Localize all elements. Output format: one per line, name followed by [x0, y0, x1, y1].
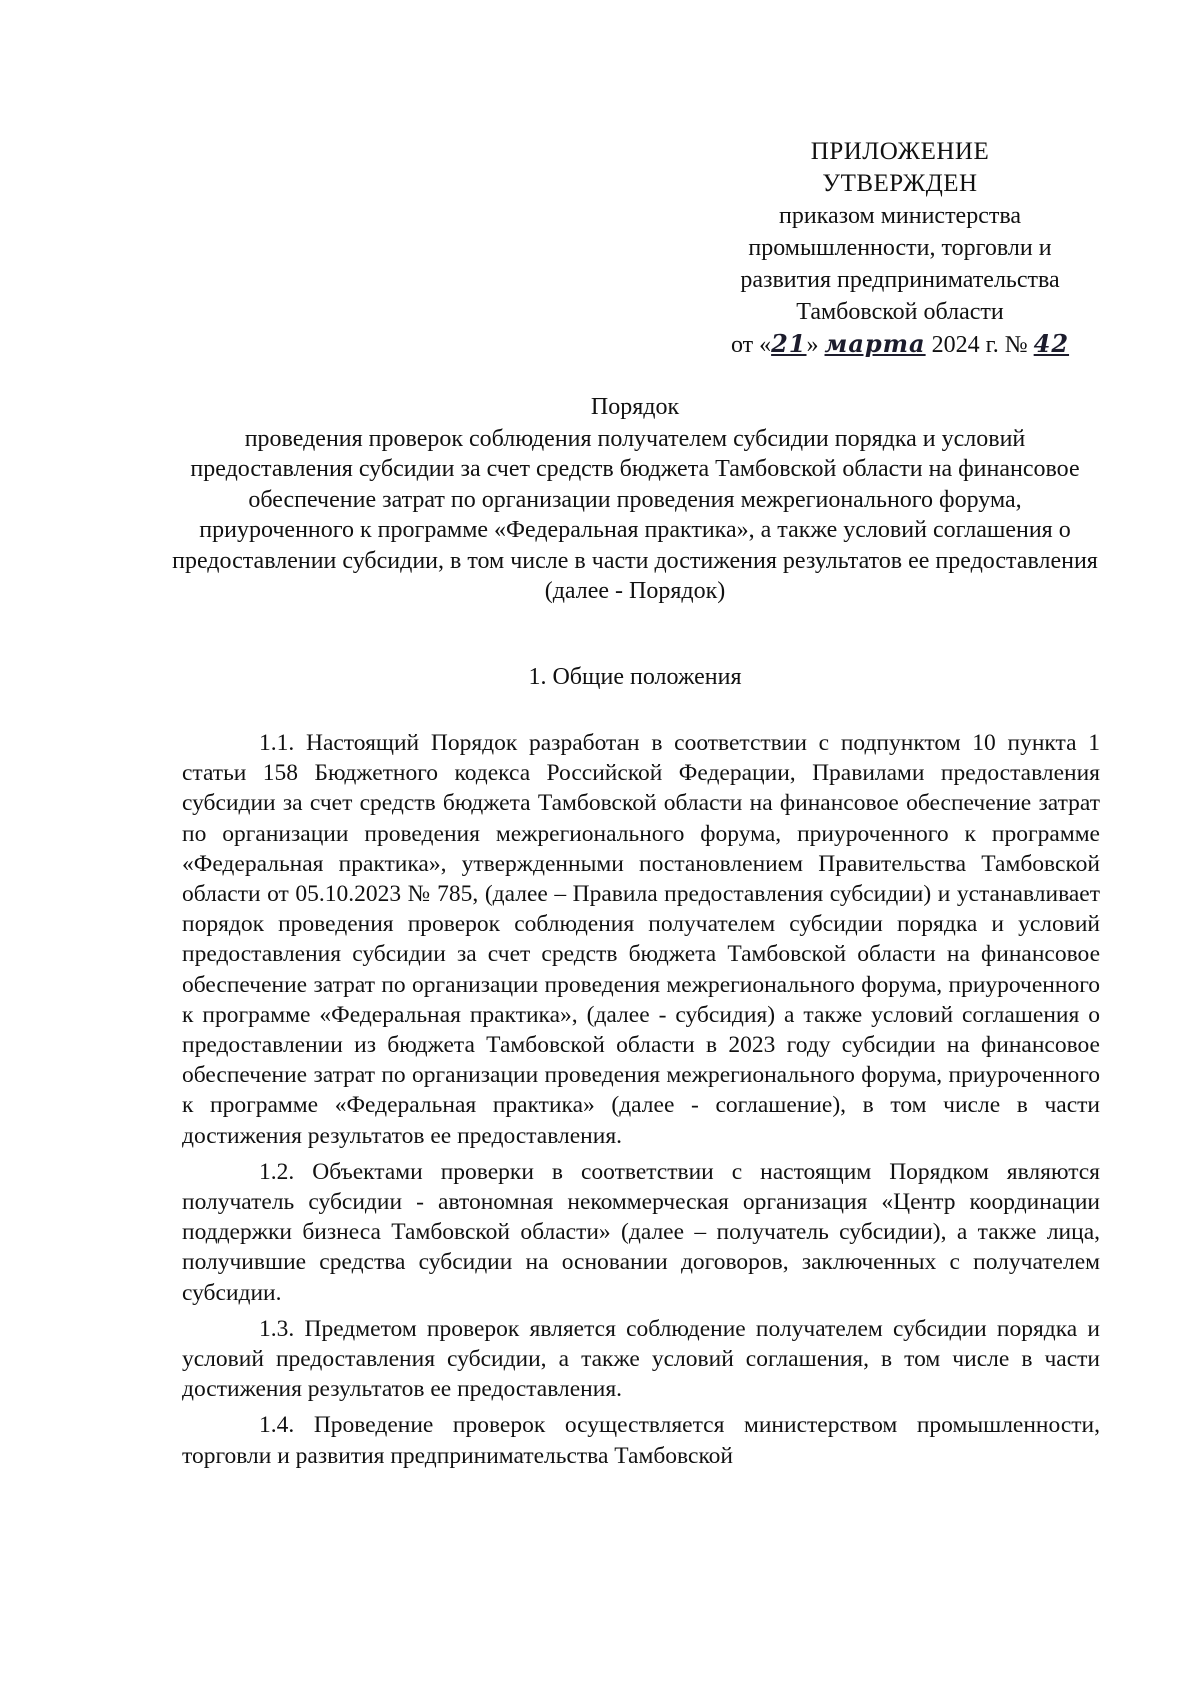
approval-line: развития предпринимательства: [740, 267, 1060, 293]
handwritten-month: марта: [824, 329, 926, 358]
appendix-label: ПРИЛОЖЕНИЕ: [810, 138, 990, 165]
date-prefix: от «: [730, 332, 772, 358]
paragraph: 1.1. Настоящий Порядок разработан в соответствии с подпунктом 10 пункта 1 статьи 158 Бюджетного кодекса Российской Федерации, Правилами предоставления субсидии за счет средств бюджета Тамбовской области на финансовое обеспечение затрат по организации проведения межрегионального форума, приуроченного к программе «Федеральная практика», утвержденными постановлением Правительства Тамбовской области от 05.10.2023 № 785, (далее – Правила предоставления субсидии) и устанавливает порядок проведения проверок соблюдения получателем субсидии порядка и условий предоставления субсидии за счет средств бюджета Тамбовской области на финансовое обеспечение затрат по организации проведения межрегионального форума, приуроченного к программе «Федеральная практика», (далее - субсидия) а также условий соглашения о предоставлении из бюджета Тамбовской области в 2023 году субсидии на финансовое обеспечение затрат по организации проведения межрегионального форума, приуроченного к программе «Федеральная практика» (далее - соглашение), в том числе в части достижения результатов ее предоставления.: [182, 730, 1100, 1149]
document-title: [170, 392, 1100, 607]
paragraph: 1.2. Объектами проверки в соответствии с настоящим Порядком являются получатель субсидии - автономная некоммерческая организация «Центр координации поддержки бизнеса Тамбовской области» (далее – получатель субсидии), а также лица, получившие средства субсидии на основании договоров, заключенных с получателем субсидии.: [182, 1158, 1100, 1306]
title-heading: Порядок: [590, 394, 680, 420]
paragraph: 1.3. Предметом проверок является соблюдение получателем субсидии порядка и условий предоставления субсидии, а также условий соглашения, в том числе в части достижения результатов ее предоставления.: [182, 1315, 1100, 1403]
title-suffix: (далее - Порядок): [544, 578, 726, 604]
approval-line: приказом министерства: [778, 203, 1022, 229]
approved-label: УТВЕРЖДЕН: [822, 170, 978, 197]
approval-date-line: [690, 328, 1110, 361]
title-text: проведения проверок соблюдения получателем субсидии порядка и условий предоставления субсидии за счет средств бюджета Тамбовской области на финансовое обеспечение затрат по организации проведения межрегионального форума, приуроченного к программе «Федеральная практика», а также условий соглашения о предоставлении субсидии, в том числе в части достижения результатов ее предоставления: [172, 425, 1098, 574]
approval-line: промышленности, торговли и: [748, 235, 1052, 261]
approval-stamp-block: [690, 136, 1110, 361]
approval-line: Тамбовской области: [796, 299, 1004, 325]
section-heading: 1. Общие положения: [528, 664, 742, 690]
handwritten-day: 21: [771, 329, 807, 358]
date-mid: »: [806, 332, 819, 358]
date-year: 2024 г. №: [931, 332, 1028, 358]
paragraph: 1.4. Проведение проверок осуществляется министерством промышленности, торговли и развития предпринимательства Тамбовской: [182, 1412, 1100, 1469]
document-body: [182, 728, 1100, 1477]
handwritten-number: 42: [1033, 329, 1070, 358]
